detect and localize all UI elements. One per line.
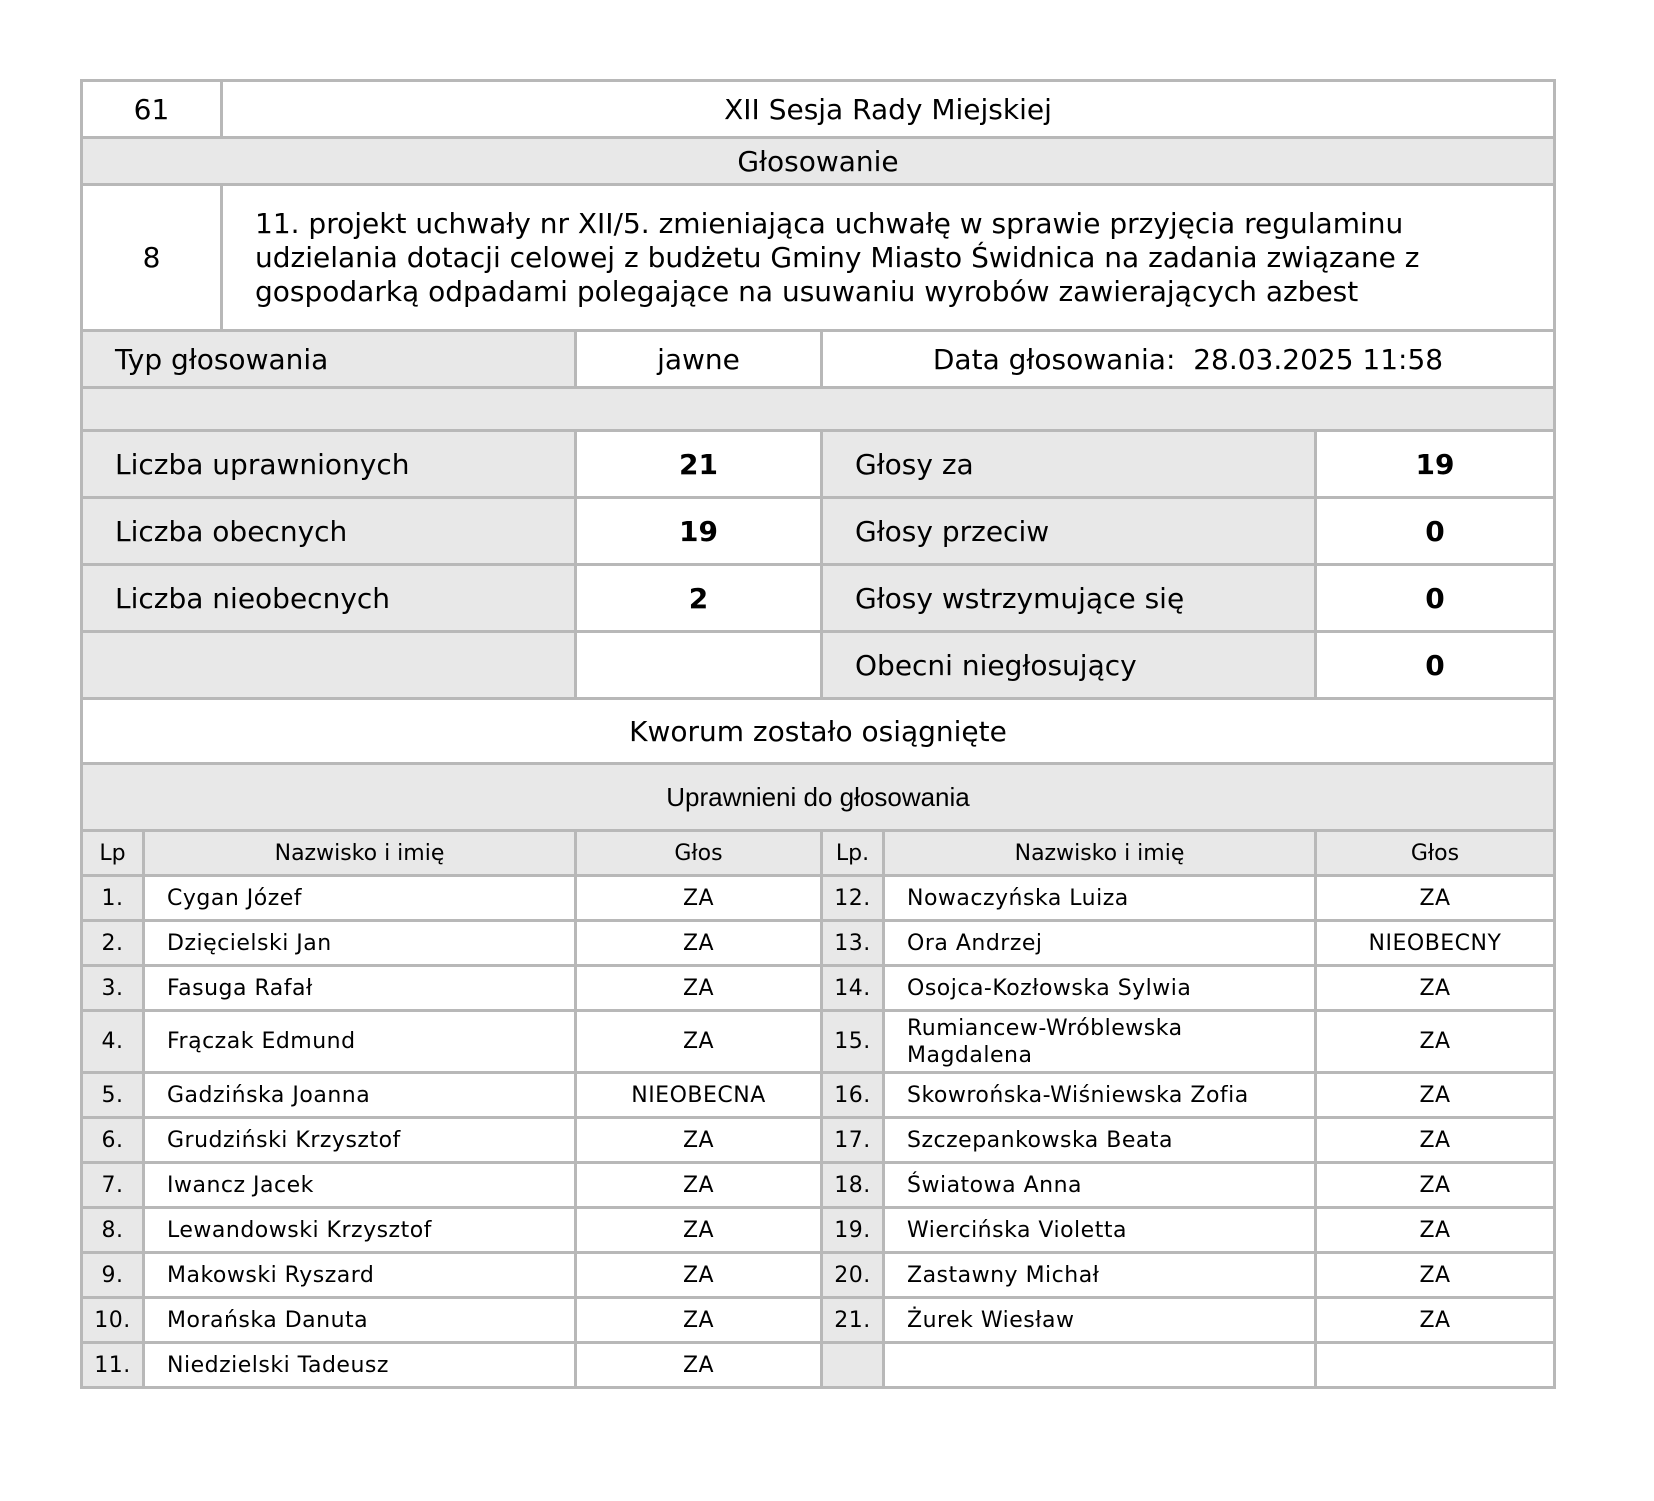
empty-lp-cell: [822, 1343, 884, 1388]
member-lp: 16.: [822, 1073, 884, 1118]
member-name: Iwancz Jacek: [144, 1163, 576, 1208]
member-lp: 10.: [82, 1298, 144, 1343]
member-vote: ZA: [576, 1298, 822, 1343]
member-vote: ZA: [1316, 1208, 1555, 1253]
header-table: [80, 79, 1556, 139]
member-name: Nowaczyńska Luiza: [884, 876, 1316, 921]
member-vote: ZA: [576, 921, 822, 966]
member-vote: ZA: [1316, 1118, 1555, 1163]
col-name-right: Nazwisko i imię: [884, 831, 1316, 876]
col-vote-right: Głos: [1316, 831, 1555, 876]
col-vote-left: Głos: [576, 831, 822, 876]
stats-table: [80, 429, 1556, 700]
spacer-table: [80, 386, 1556, 432]
nonvoting-value: 0: [1316, 632, 1555, 699]
member-vote: ZA: [576, 1253, 822, 1298]
present-label: Liczba obecnych: [82, 498, 576, 565]
member-vote: ZA: [576, 876, 822, 921]
list-title: Uprawnieni do głosowania: [82, 764, 1555, 831]
member-vote: ZA: [576, 1208, 822, 1253]
table-row: [82, 966, 1555, 1011]
table-row: [82, 1253, 1555, 1298]
member-name-line-2: Magdalena: [907, 1042, 1033, 1068]
member-name: Grudziński Krzysztof: [144, 1118, 576, 1163]
member-name: Światowa Anna: [884, 1163, 1316, 1208]
member-vote: ZA: [576, 1343, 822, 1388]
table-row: [82, 1073, 1555, 1118]
member-name: Osojca-Kozłowska Sylwia: [884, 966, 1316, 1011]
col-name-left: Nazwisko i imię: [144, 831, 576, 876]
member-vote: ZA: [576, 1163, 822, 1208]
empty-name-cell: [884, 1343, 1316, 1388]
present-value: 19: [576, 498, 822, 565]
absent-label: Liczba nieobecnych: [82, 565, 576, 632]
col-lp-right: Lp.: [822, 831, 884, 876]
member-lp: 17.: [822, 1118, 884, 1163]
member-vote: ZA: [1316, 1253, 1555, 1298]
member-vote: ZA: [1316, 1298, 1555, 1343]
voting-report: [80, 79, 1556, 1389]
member-name: Makowski Ryszard: [144, 1253, 576, 1298]
member-vote: ZA: [1316, 1163, 1555, 1208]
member-vote: ZA: [576, 1118, 822, 1163]
member-name: Fasuga Rafał: [144, 966, 576, 1011]
member-name: Frączak Edmund: [144, 1011, 576, 1073]
session-title: XII Sesja Rady Miejskiej: [222, 81, 1555, 138]
item-number: 8: [82, 185, 222, 331]
member-lp: 20.: [822, 1253, 884, 1298]
member-name: [884, 1011, 1316, 1073]
item-line-3: gospodarką odpadami polegające na usuwaniu wyrobów zawierających azbest: [255, 274, 1359, 308]
votes-against-label: Głosy przeciw: [822, 498, 1316, 565]
vote-date-value: 28.03.2025 11:58: [1193, 342, 1444, 376]
members-table: [80, 829, 1556, 1389]
member-lp: 8.: [82, 1208, 144, 1253]
empty-vote-cell: [1316, 1343, 1555, 1388]
abstain-value: 0: [1316, 565, 1555, 632]
absent-value: 2: [576, 565, 822, 632]
member-vote: ZA: [1316, 1073, 1555, 1118]
session-number: 61: [82, 81, 222, 138]
member-lp: 21.: [822, 1298, 884, 1343]
member-lp: 12.: [822, 876, 884, 921]
item-description: [222, 185, 1555, 331]
vote-date-label: Data głosowania:: [932, 342, 1176, 376]
member-lp: 14.: [822, 966, 884, 1011]
vote-type-value: jawne: [576, 331, 822, 388]
member-vote: NIEOBECNY: [1316, 921, 1555, 966]
member-name: Żurek Wiesław: [884, 1298, 1316, 1343]
member-vote: ZA: [1316, 1011, 1555, 1073]
quorum-status: Kworum zostało osiągnięte: [82, 699, 1555, 764]
member-vote: ZA: [576, 966, 822, 1011]
table-row: [82, 1011, 1555, 1073]
member-vote: ZA: [1316, 966, 1555, 1011]
vote-date: [822, 331, 1555, 388]
member-lp: 11.: [82, 1343, 144, 1388]
col-lp-left: Lp: [82, 831, 144, 876]
section-table: [80, 136, 1556, 186]
member-lp: 4.: [82, 1011, 144, 1073]
votes-for-value: 19: [1316, 431, 1555, 498]
empty-label-cell: [82, 632, 576, 699]
table-row: [82, 1343, 1555, 1388]
votes-for-label: Głosy za: [822, 431, 1316, 498]
member-lp: 3.: [82, 966, 144, 1011]
votes-against-value: 0: [1316, 498, 1555, 565]
member-vote: ZA: [576, 1011, 822, 1073]
member-vote: ZA: [1316, 876, 1555, 921]
member-name: Gadzińska Joanna: [144, 1073, 576, 1118]
member-lp: 9.: [82, 1253, 144, 1298]
member-lp: 15.: [822, 1011, 884, 1073]
member-name: Zastawny Michał: [884, 1253, 1316, 1298]
member-vote: NIEOBECNA: [576, 1073, 822, 1118]
table-row: [82, 1118, 1555, 1163]
table-row: [82, 1208, 1555, 1253]
table-row: [82, 921, 1555, 966]
member-name: Dzięcielski Jan: [144, 921, 576, 966]
list-title-table: [80, 762, 1556, 832]
member-lp: 7.: [82, 1163, 144, 1208]
member-name-line-1: Rumiancew-Wróblewska: [907, 1015, 1183, 1041]
member-name: Wiercińska Violetta: [884, 1208, 1316, 1253]
member-lp: 13.: [822, 921, 884, 966]
member-lp: 5.: [82, 1073, 144, 1118]
item-line-2: udzielania dotacji celowej z budżetu Gminy Miasto Świdnica na zadania związane z: [255, 240, 1420, 274]
member-lp: 2.: [82, 921, 144, 966]
member-name: Skowrońska-Wiśniewska Zofia: [884, 1073, 1316, 1118]
eligible-label: Liczba uprawnionych: [82, 431, 576, 498]
table-row: [82, 1163, 1555, 1208]
table-row: [82, 876, 1555, 921]
member-name: Morańska Danuta: [144, 1298, 576, 1343]
member-name: Cygan Józef: [144, 876, 576, 921]
section-title: Głosowanie: [82, 138, 1555, 185]
member-lp: 1.: [82, 876, 144, 921]
member-name: Niedzielski Tadeusz: [144, 1343, 576, 1388]
member-name: Lewandowski Krzysztof: [144, 1208, 576, 1253]
vote-type-table: [80, 329, 1556, 389]
eligible-value: 21: [576, 431, 822, 498]
empty-value-cell: [576, 632, 822, 699]
member-name: Szczepankowska Beata: [884, 1118, 1316, 1163]
quorum-table: [80, 697, 1556, 765]
member-lp: 19.: [822, 1208, 884, 1253]
vote-type-label: Typ głosowania: [82, 331, 576, 388]
table-row: [82, 1298, 1555, 1343]
member-lp: 6.: [82, 1118, 144, 1163]
item-table: [80, 183, 1556, 332]
member-lp: 18.: [822, 1163, 884, 1208]
item-line-1: 11. projekt uchwały nr XII/5. zmieniająca uchwałę w sprawie przyjęcia regulaminu: [255, 206, 1404, 240]
abstain-label: Głosy wstrzymujące się: [822, 565, 1316, 632]
nonvoting-label: Obecni niegłosujący: [822, 632, 1316, 699]
member-name: Ora Andrzej: [884, 921, 1316, 966]
spacer-row: [82, 388, 1555, 431]
